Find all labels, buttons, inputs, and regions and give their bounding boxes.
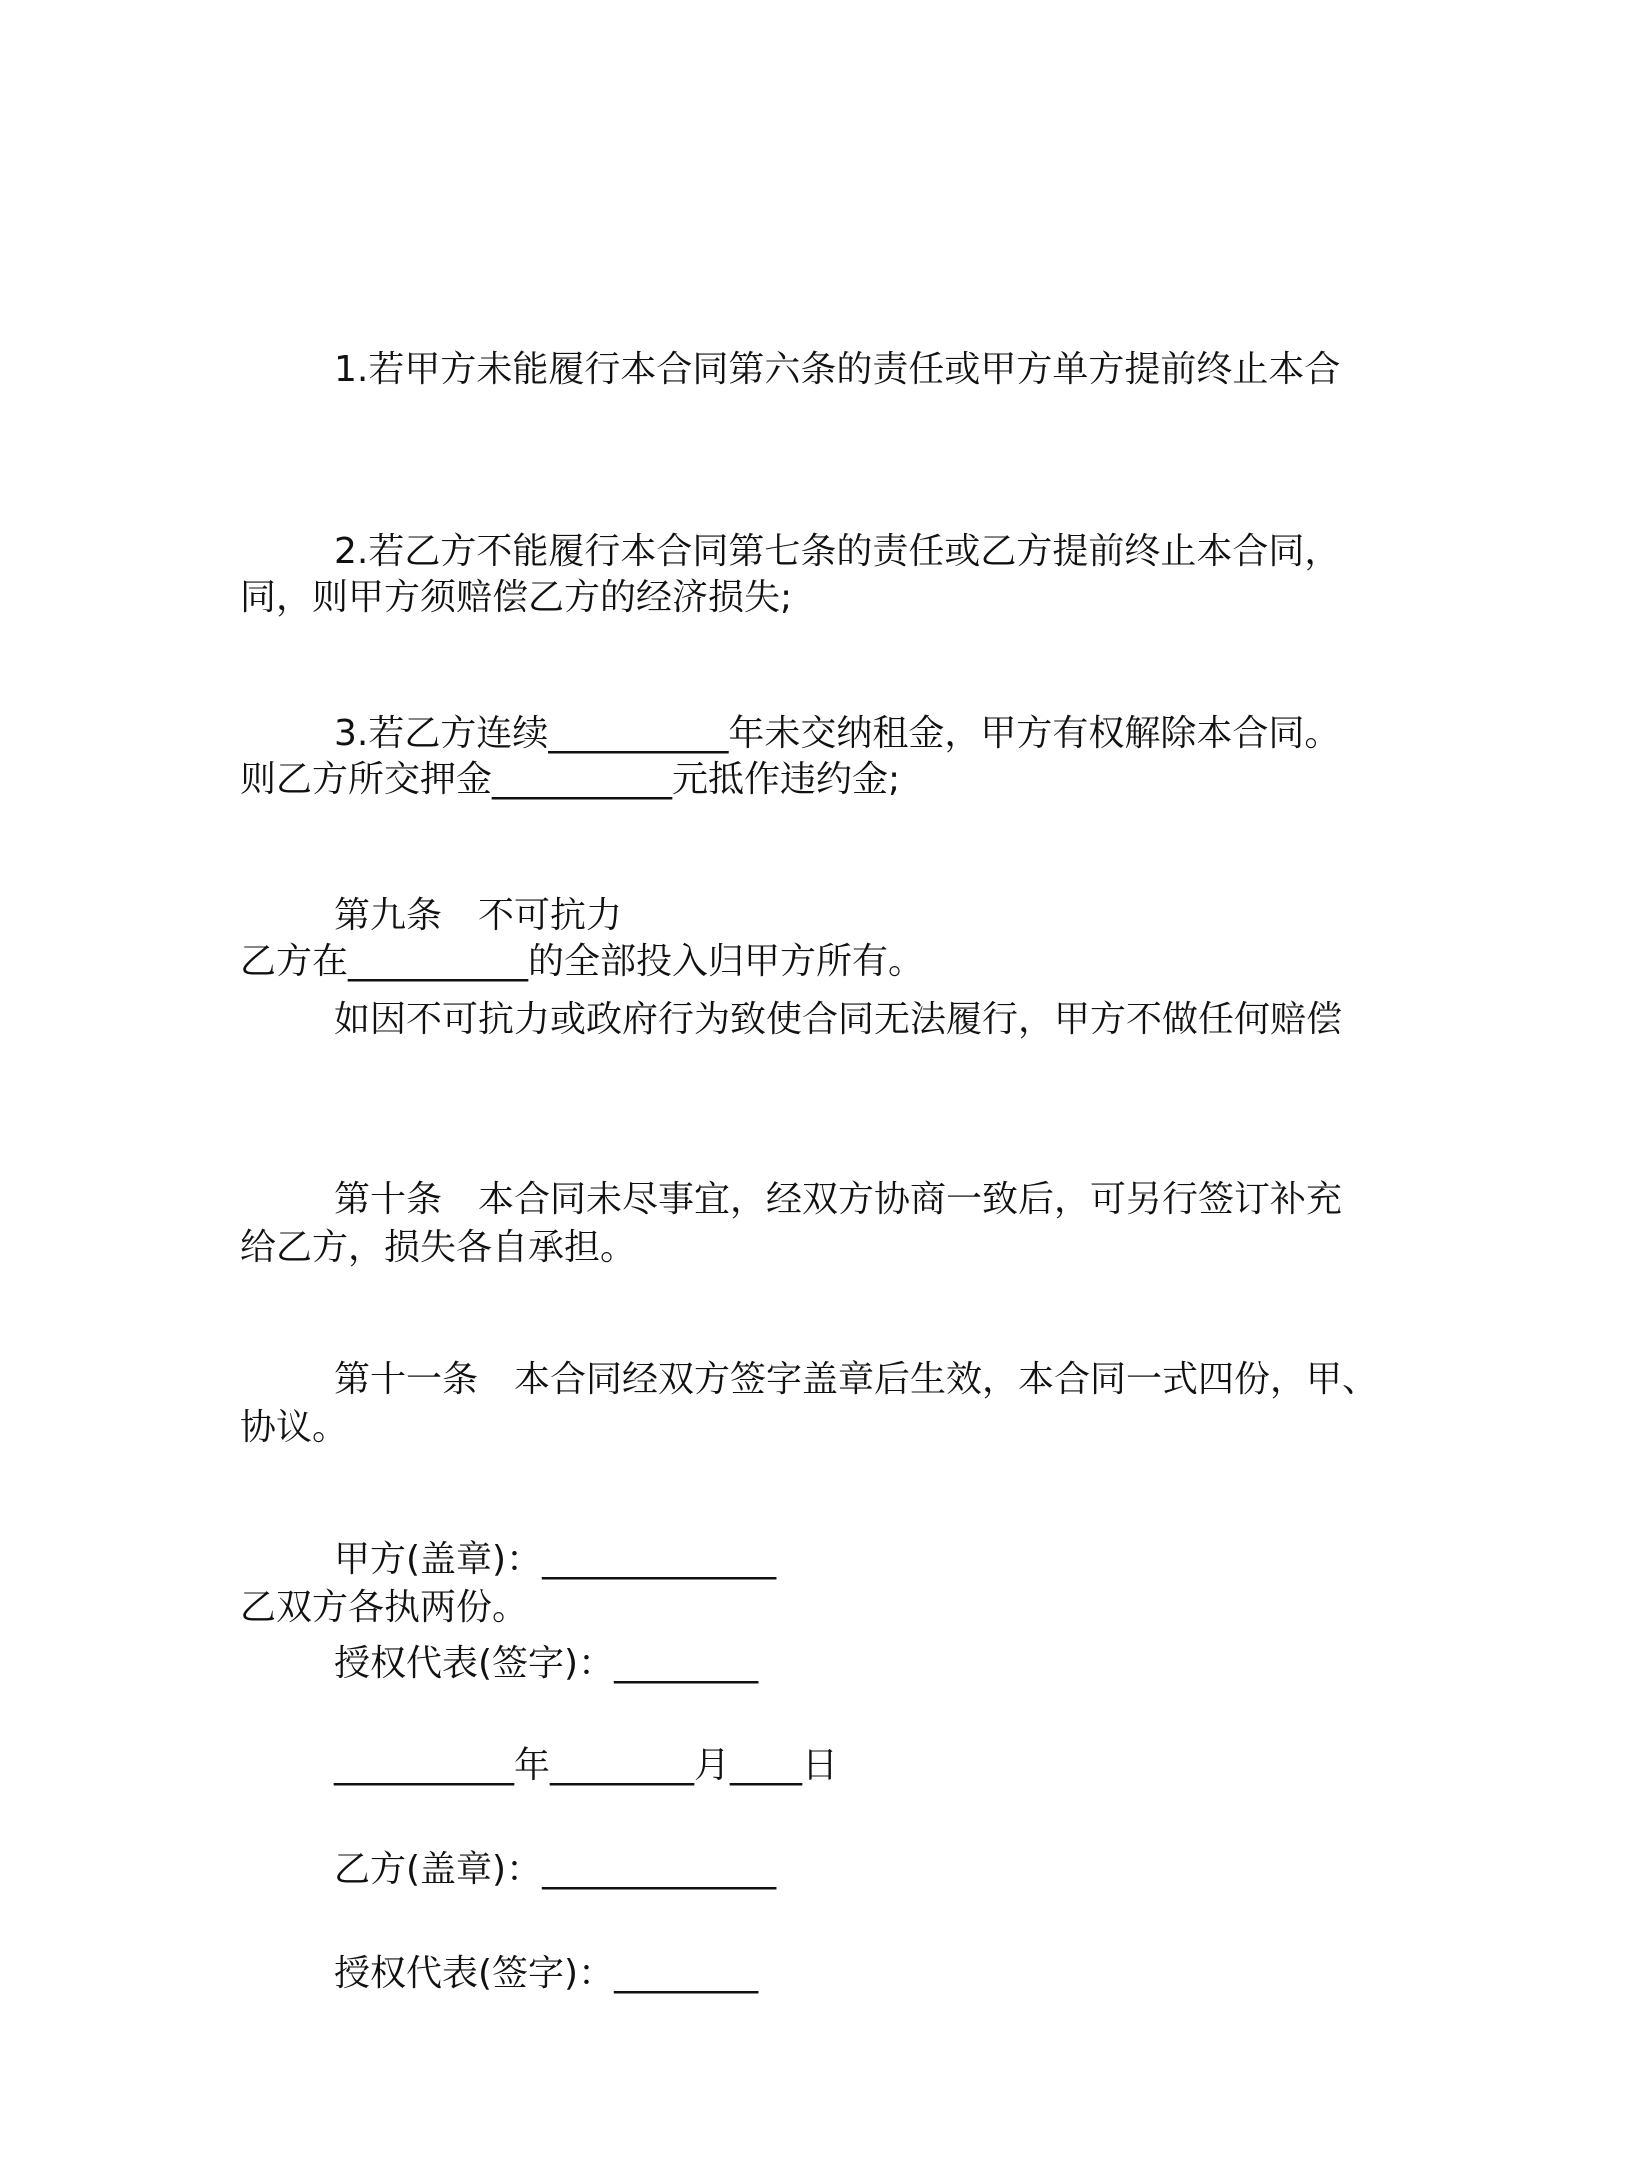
party-b-rep-line xyxy=(240,1784,1410,2164)
paragraph-line: 第十一条 本合同经双方签字盖章后生效，本合同一式四份，甲、 xyxy=(334,1359,1379,1400)
paragraph-line: 如因不可抗力或政府行为致使合同无法履行，甲方不做任何赔偿 xyxy=(334,999,1343,1040)
paragraph-line: 给乙方，损失各自承担。 xyxy=(240,1227,637,1268)
party-a-rep: 授权代表(签字)：________ xyxy=(334,1643,759,1684)
party-b-rep: 授权代表(签字)：________ xyxy=(334,1953,759,1994)
paragraph-line: 第十条 本合同未尽事宜，经双方协商一致后，可另行签订补充 xyxy=(334,1179,1343,1220)
paragraph-line: 1.若甲方未能履行本合同第六条的责任或甲方单方提前终止本合 xyxy=(334,349,1341,390)
paragraph-line: 协议。 xyxy=(240,1407,349,1448)
paragraph-line: 3.若乙方连续__________年未交纳租金，甲方有权解除本合同。 xyxy=(334,713,1341,754)
paragraph-line: 则乙方所交押金__________元抵作违约金; xyxy=(240,759,901,800)
party-b-seal: 乙方(盖章)：_____________ xyxy=(334,1849,777,1890)
paragraph-line: 2.若乙方不能履行本合同第七条的责任或乙方提前终止本合同， xyxy=(334,531,1341,572)
paragraph-line: 同，则甲方须赔偿乙方的经济损失; xyxy=(240,577,793,618)
paragraph-line: 乙双方各执两份。 xyxy=(240,1587,529,1628)
paragraph-line: 乙方在__________的全部投入归甲方所有。 xyxy=(240,941,925,982)
party-a-seal: 甲方(盖章)：_____________ xyxy=(334,1539,777,1580)
section-heading: 第九条 不可抗力 xyxy=(334,895,623,936)
signing-date: __________年________月____日 xyxy=(334,1745,838,1786)
